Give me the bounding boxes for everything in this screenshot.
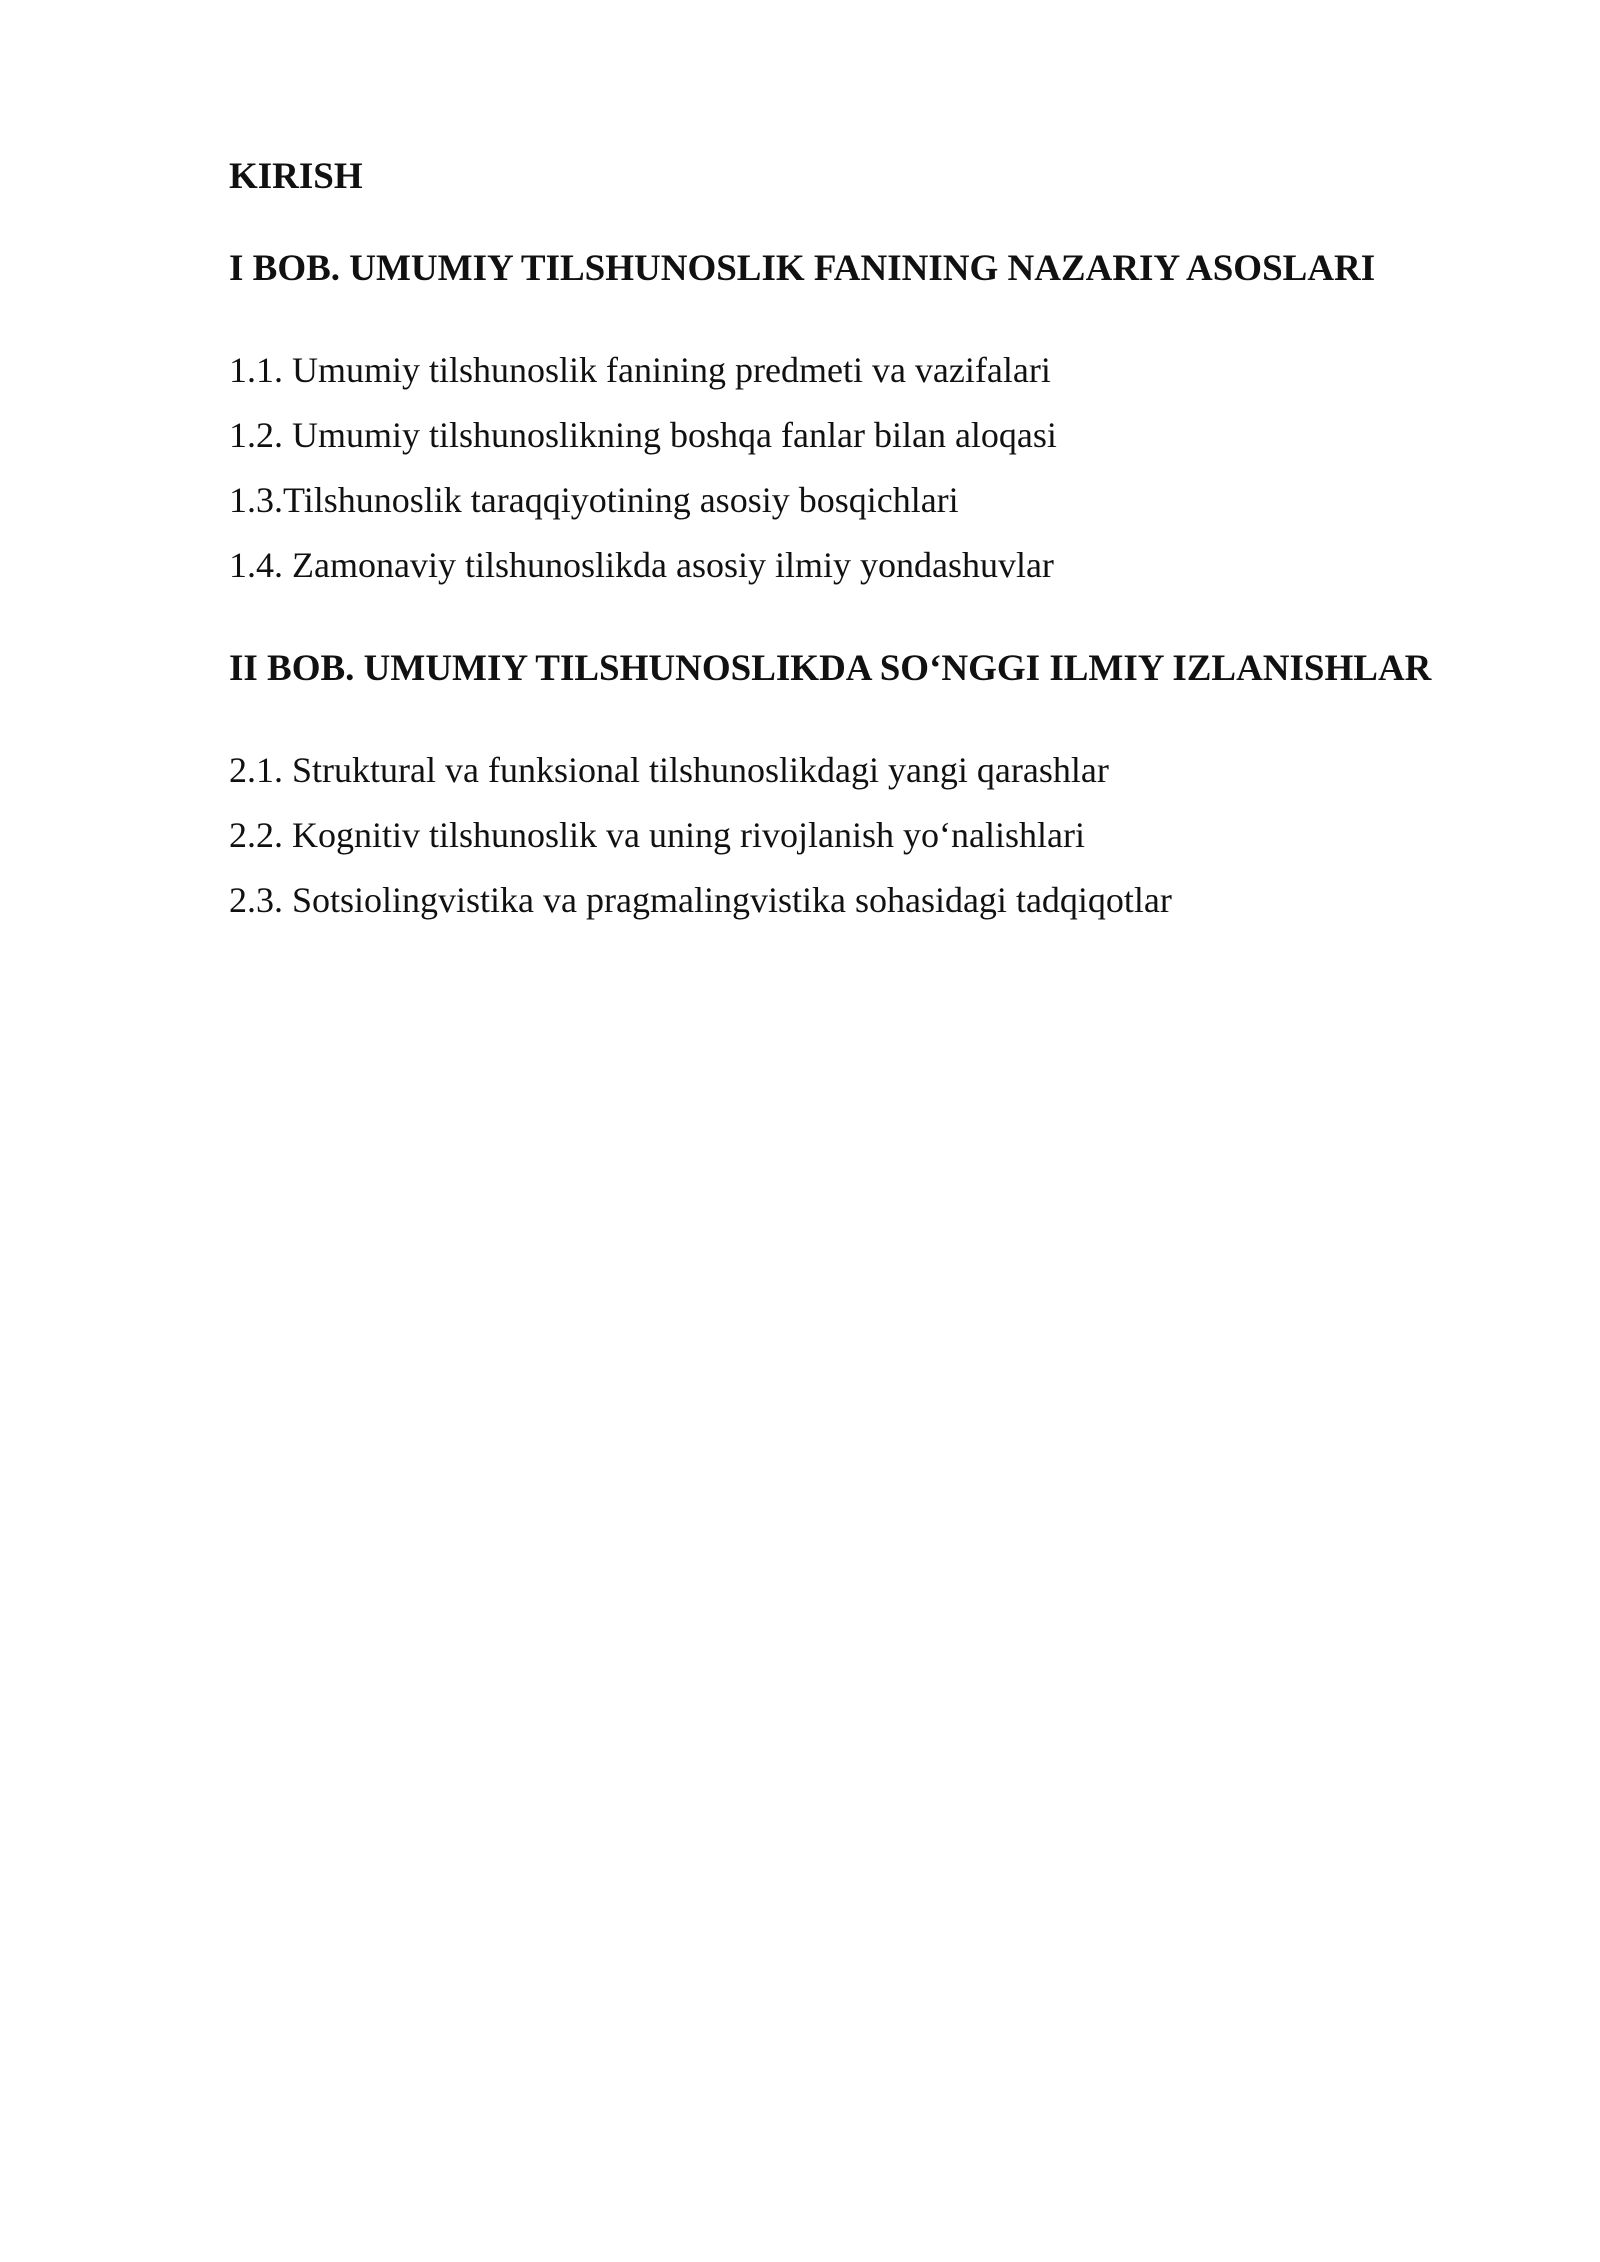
section-2-3: 2.3. Sotsiolingvistika va pragmalingvistika sohasidagi tadqiqotlar: [229, 880, 1172, 920]
section-2-1: 2.1. Struktural va funksional tilshunoslikdagi yangi qarashlar: [229, 750, 1109, 790]
section-2-2: 2.2. Kognitiv tilshunoslik va uning rivojlanish yo‘nalishlari: [229, 815, 1085, 855]
section-1-4: 1.4. Zamonaviy tilshunoslikda asosiy ilmiy yondashuvlar: [229, 545, 1054, 585]
chapter-2-title: II BOB. UMUMIY TILSHUNOSLIKDA SO‘NGGI ILMIY IZLANISHLAR: [229, 648, 1432, 689]
intro-heading: KIRISH: [229, 156, 363, 197]
section-1-2: 1.2. Umumiy tilshunoslikning boshqa fanlar bilan aloqasi: [229, 415, 1057, 455]
chapter-1-title: I BOB. UMUMIY TILSHUNOSLIK FANINING NAZARIY ASOSLARI: [229, 248, 1376, 289]
section-1-1: 1.1. Umumiy tilshunoslik fanining predmeti va vazifalari: [229, 350, 1051, 390]
section-1-3: 1.3.Tilshunoslik taraqqiyotining asosiy bosqichlari: [229, 480, 959, 520]
